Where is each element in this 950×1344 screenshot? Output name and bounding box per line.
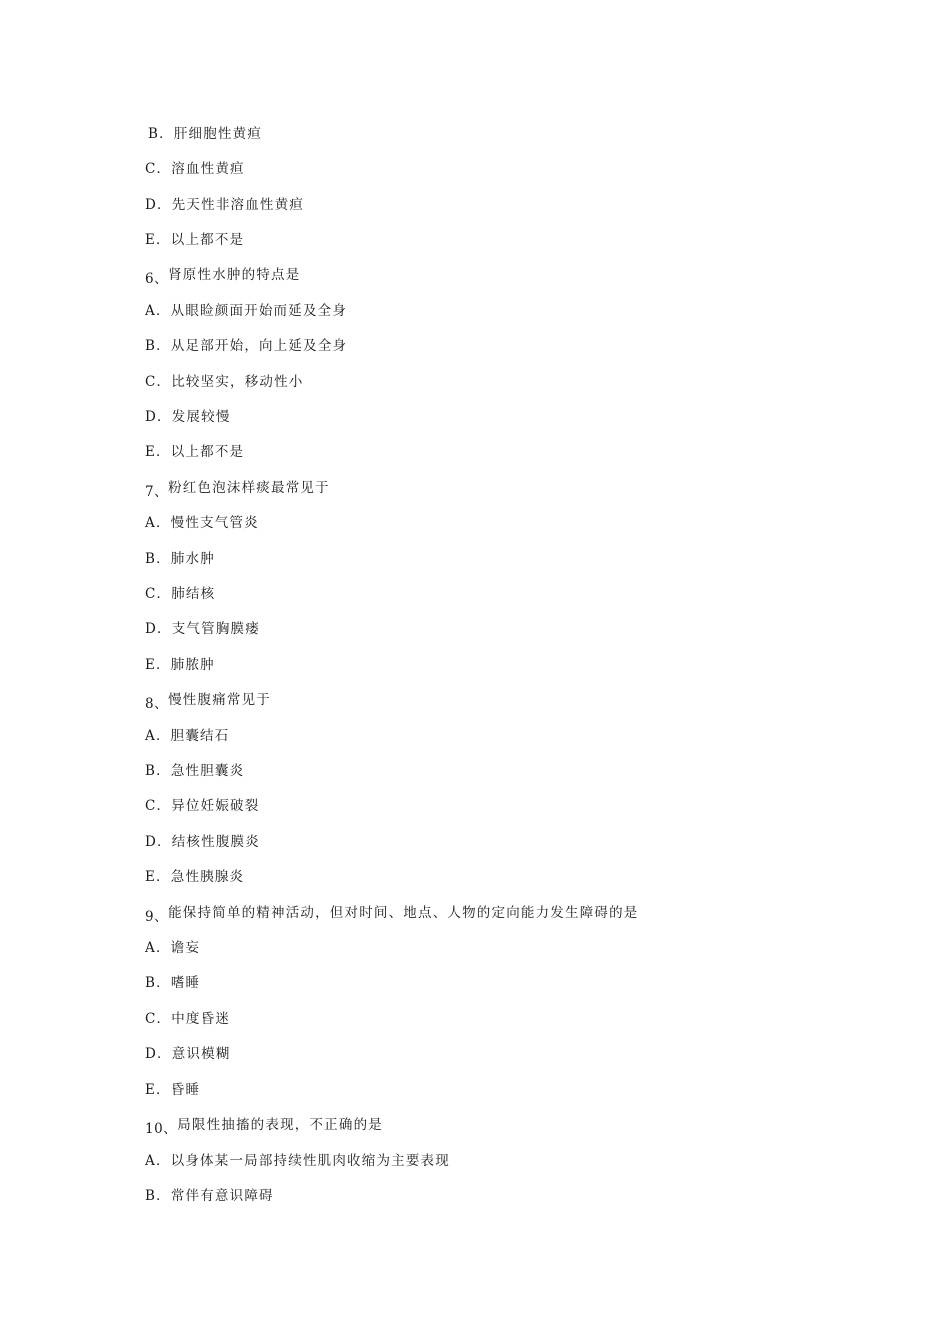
q7-option-b: B．肺水肿 [145, 551, 215, 567]
q8-option-b: B．急性胆囊炎 [145, 763, 245, 779]
q5-option-b: B．肝细胞性黄疸 [148, 126, 263, 142]
q9-number: 9、 [145, 909, 169, 925]
q8-option-c: C．异位妊娠破裂 [145, 798, 260, 814]
q6-option-e: E．以上都不是 [145, 444, 245, 460]
q6-number: 6、 [145, 271, 169, 287]
q9-option-c: C．中度昏迷 [145, 1011, 231, 1027]
q10-option-b: B．常伴有意识障碍 [145, 1188, 274, 1204]
q9-option-d: D．意识模糊 [145, 1046, 231, 1062]
q6-stem-text: 肾原性水肿的特点是 [168, 267, 301, 283]
q9-option-a: A．谵妄 [145, 940, 201, 956]
q5-option-e: E．以上都不是 [145, 232, 245, 248]
q7-option-d: D．支气管胸膜瘘 [145, 621, 260, 637]
q8-option-a: A．胆囊结石 [145, 728, 230, 744]
q9-stem [145, 904, 639, 925]
q8-option-d: D．结核性腹膜炎 [145, 834, 260, 850]
q7-stem [145, 479, 330, 500]
q9-stem-text: 能保持简单的精神活动，但对时间、地点、人物的定向能力发生障碍的是 [168, 905, 639, 921]
q6-option-b: B．从足部开始，向上延及全身 [145, 338, 348, 354]
q5-option-d: D．先天性非溶血性黄疸 [145, 197, 305, 213]
q5-option-c: C．溶血性黄疸 [145, 161, 245, 177]
q7-option-e: E．肺脓肿 [145, 657, 215, 673]
q6-stem [145, 266, 301, 287]
q6-option-c: C．比较坚实，移动性小 [145, 374, 304, 390]
q8-number: 8、 [145, 696, 169, 712]
q7-number: 7、 [145, 484, 169, 500]
q8-stem [145, 691, 271, 712]
q10-stem [145, 1116, 383, 1137]
q7-stem-text: 粉红色泡沫样痰最常见于 [168, 480, 330, 496]
q9-option-b: B．嗜睡 [145, 975, 201, 991]
q8-stem-text: 慢性腹痛常见于 [168, 692, 271, 708]
q7-option-a: A．慢性支气管炎 [145, 515, 259, 531]
q7-option-c: C．肺结核 [145, 586, 216, 602]
q10-number: 10、 [145, 1121, 178, 1137]
q10-option-a: A．以身体某一局部持续性肌肉收缩为主要表现 [145, 1153, 450, 1169]
q9-option-e: E．昏睡 [145, 1082, 201, 1098]
q6-option-a: A．从眼睑颜面开始而延及全身 [145, 303, 348, 319]
q6-option-d: D．发展较慢 [145, 409, 231, 425]
q10-stem-text: 局限性抽搐的表现，不正确的是 [177, 1117, 383, 1133]
q8-option-e: E．急性胰腺炎 [145, 869, 245, 885]
